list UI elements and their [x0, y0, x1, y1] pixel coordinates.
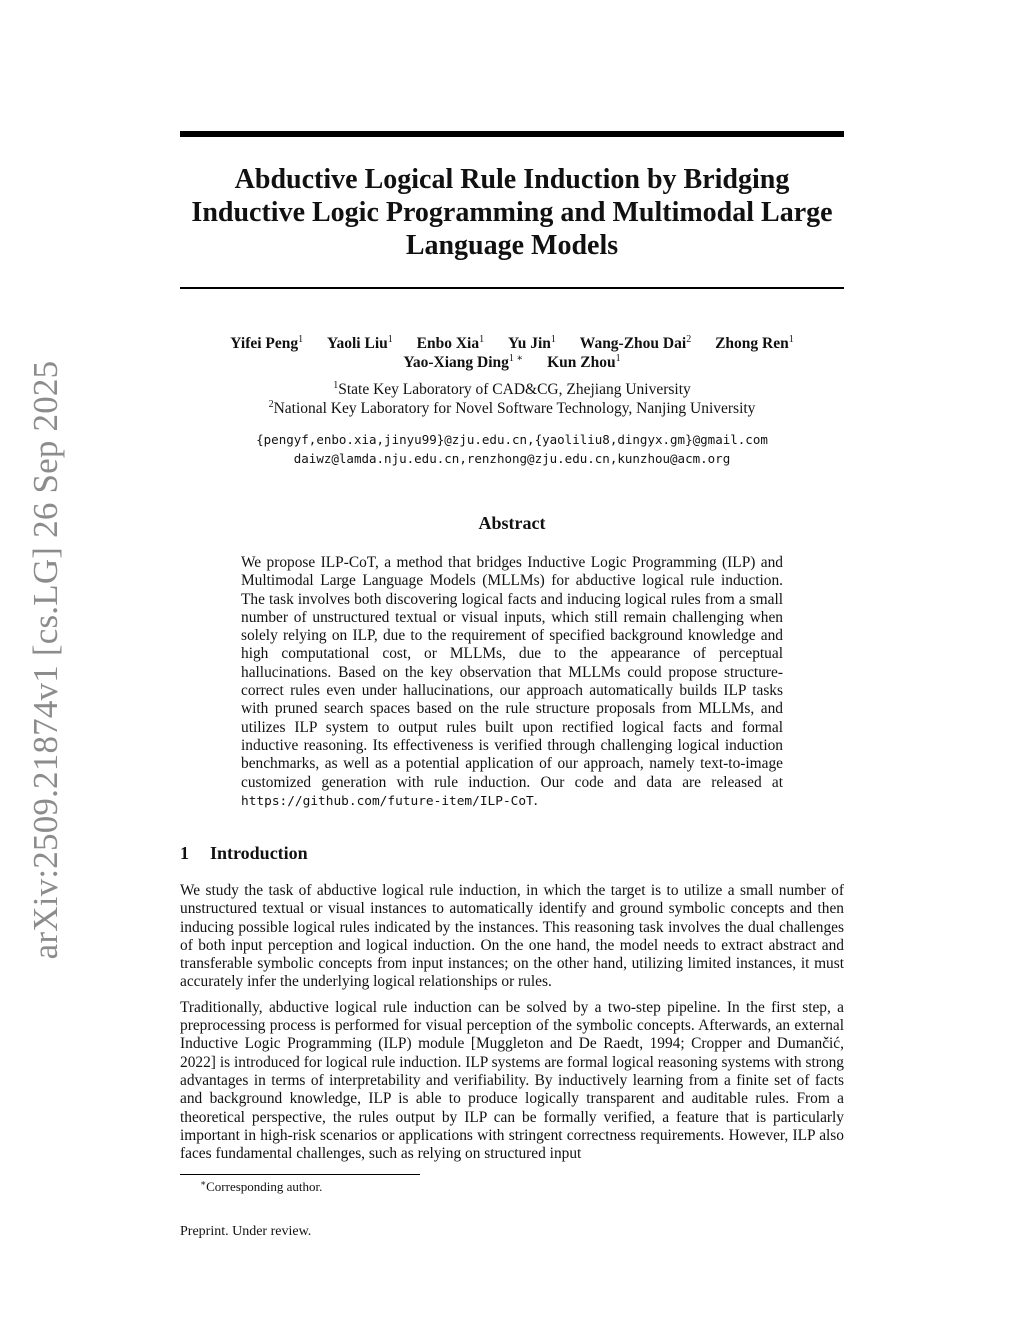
- abstract-body: We propose ILP-CoT, a method that bridges Inductive Logic Programming (ILP) and Multimodal Large Language Models (MLLMs) for abductive logical rule induction. The task involves both discovering logical facts and inducing logical rules from a small number of unstructured textual or visual inputs, which still remain challenging when solely relying on ILP, due to the requirement of specified background knowledge and high computational cost, or MLLMs, due to the appearance of perceptual hallucinations. Based on the key observation that MLLMs could propose structure-correct rules even under hallucinations, our approach automatically builds ILP tasks with pruned search spaces based on the rule structure proposals from MLLMs, and utilizes ILP system to output rules built upon rectified logical facts and formal inductive reasoning. Its effectiveness is verified through challenging logical induction benchmarks, as well as a potential application of our approach, namely text-to-image customized generation with rule induction. Our code and data are released at https://github.com/future-item/ILP-CoT.: [241, 554, 783, 809]
- author-list: [180, 334, 844, 372]
- footnote-rule: [180, 1174, 420, 1175]
- author: Wang-Zhou Dai$^2$: [579, 334, 692, 352]
- introduction-body: [180, 882, 844, 1170]
- section-heading: 1 Introduction: [180, 843, 308, 863]
- abstract-heading: Abstract: [478, 513, 546, 533]
- code-link[interactable]: https://github.com/future-item/ILP-CoT: [241, 793, 534, 809]
- title-top-rule: [180, 131, 844, 137]
- affiliation: $^1$State Key Laboratory of CAD&CG, Zhejiang University: [333, 380, 691, 398]
- author: Yifei Peng$^1$: [230, 334, 304, 352]
- email-list: [180, 430, 844, 468]
- author: Yu Jin$^1$: [507, 334, 556, 352]
- page-footer: Preprint. Under review.: [180, 1224, 312, 1239]
- paragraph: We study the task of abductive logical rule induction, in which the target is to utilize a small number of unstructured textual or visual instances to automatically identify and ground symbolic concepts and then inducing possible logical rules indicated by the instances. This reasoning task involves the dual challenges of both input perception and logical induction. On the one hand, the model needs to extract abstract and transferable symbolic concepts from input instances; on the other hand, utilizing limited instances, it must accurately infer the underlying logical relationships or rules.: [180, 882, 844, 991]
- author: Yaoli Liu$^1$: [327, 334, 393, 352]
- title-line: Language Models: [405, 230, 619, 261]
- email-line: {pengyf,enbo.xia,jinyu99}@zju.edu.cn,{yaoliliu8,dingyx.gm}@gmail.com: [256, 432, 768, 447]
- affiliations: [180, 380, 844, 418]
- paper-title: [180, 163, 844, 262]
- title-line: Abductive Logical Rule Induction by Bridging: [234, 164, 790, 195]
- title-line: Inductive Logic Programming and Multimodal Large: [191, 197, 833, 228]
- email-line: daiwz@lamda.nju.edu.cn,renzhong@zju.edu.cn,kunzhou@acm.org: [293, 451, 731, 466]
- title-bottom-rule: [180, 287, 844, 289]
- author: Kun Zhou$^1$: [547, 353, 621, 371]
- affiliation: $^2$National Key Laboratory for Novel Software Technology, Nanjing University: [268, 399, 756, 417]
- author: Enbo Xia$^1$: [416, 334, 485, 352]
- author: Yao-Xiang Ding$^{1 ∗}$: [403, 353, 524, 371]
- author: Zhong Ren$^1$: [715, 334, 794, 352]
- footnote: ∗Corresponding author.: [200, 1178, 323, 1194]
- arxiv-identifier: arXiv:2509.21874v1 [cs.LG] 26 Sep 2025: [26, 360, 65, 960]
- paragraph: Traditionally, abductive logical rule induction can be solved by a two-step pipeline. In the first step, a preprocessing process is performed for visual perception of the symbolic concepts. Afterwards, an external Inductive Logic Programming (ILP) module [Muggleton and De Raedt, 1994; Cropper and Dumančić, 2022] is introduced for logical rule induction. ILP systems are formal logical reasoning systems with strong advantages in terms of interpretability and verifiability. By inductively learning from a finite set of facts and background knowledge, ILP is able to produce logically transparent and auditable rules. From a theoretical perspective, the rules output by ILP can be formally verified, a feature that is particularly important in high-risk scenarios or applications with stringent correctness requirements. However, ILP also faces fundamental challenges, such as relying on structured input: [180, 998, 844, 1163]
